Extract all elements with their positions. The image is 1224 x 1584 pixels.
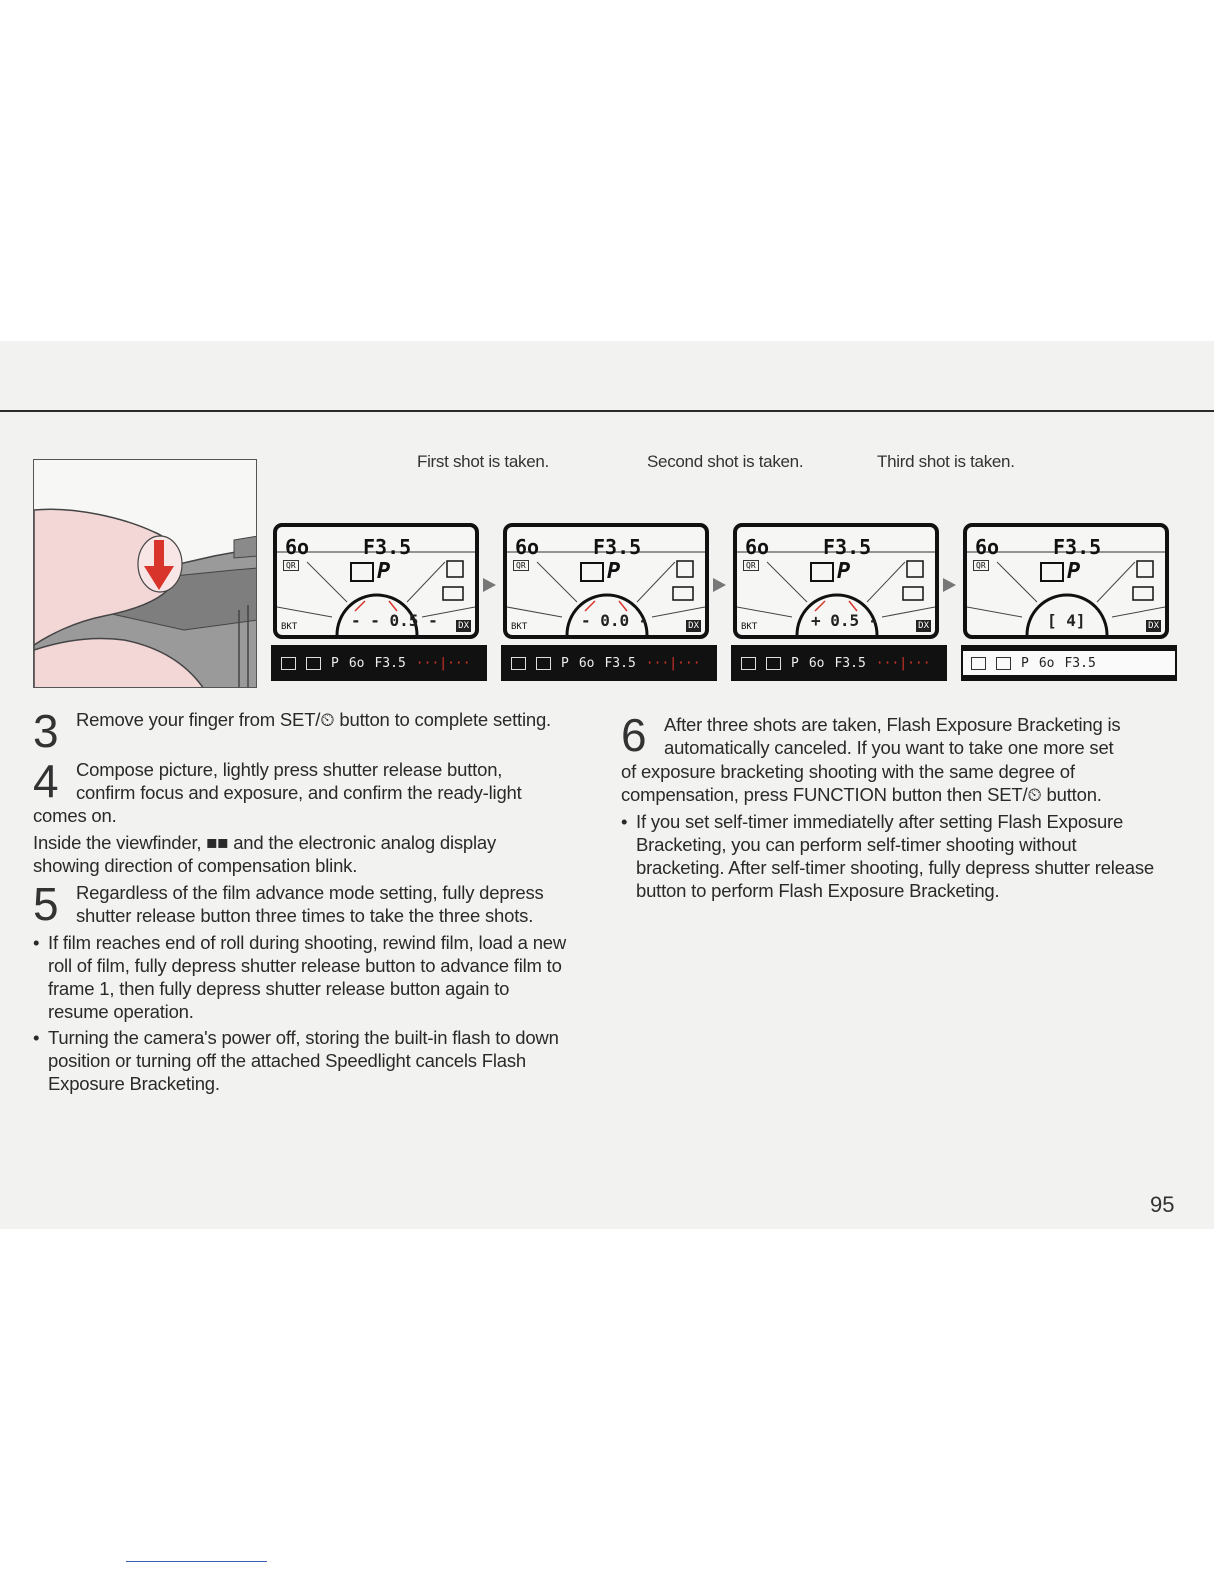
lcd-aperture: F3.5 xyxy=(1053,535,1102,559)
page-number: 95 xyxy=(1150,1192,1175,1217)
lcd-aperture: F3.5 xyxy=(363,535,412,559)
lcd-dx: DX xyxy=(458,621,469,631)
lcd-qr: QR xyxy=(283,560,299,571)
finger-press-illustration xyxy=(33,459,257,688)
lcd-panel-first-shot xyxy=(503,523,709,639)
lcd-shutter: 6o xyxy=(285,535,310,559)
caption-first-shot: First shot is taken. xyxy=(417,452,549,471)
vf-analog-scale-icon: ···|··· xyxy=(415,655,471,671)
bullet-dot-icon: • xyxy=(33,932,40,953)
vf-aperture: F3.5 xyxy=(1064,655,1096,671)
vf-analog-scale-icon: ···|··· xyxy=(645,655,701,671)
arrow-right-icon xyxy=(713,578,726,592)
viewfinder-display-initial xyxy=(271,645,487,681)
step-6-line3: of exposure bracketing shooting with the same degree of xyxy=(621,761,1075,782)
lcd-shutter: 6o xyxy=(515,535,540,559)
finger-press-icon xyxy=(34,460,257,688)
matrix-icon xyxy=(536,657,551,670)
lcd-aperture: F3.5 xyxy=(593,535,642,559)
lcd-dx: DX xyxy=(918,621,929,631)
lcd-shutter: 6o xyxy=(975,535,1000,559)
vf-analog-scale-icon: ···|··· xyxy=(875,655,931,671)
matrix-icon xyxy=(766,657,781,670)
step-4-note-line2: showing direction of compensation blink. xyxy=(33,855,358,876)
lcd-bkt: BKT xyxy=(741,622,758,632)
viewfinder-display-third-shot xyxy=(961,645,1177,681)
lcd-frame-counter: [ 4] xyxy=(1047,611,1086,630)
step-5-bullet-1: • If film reaches end of roll during shooting, rewind film, load a new roll of film, fully depress shutter release button to advance film to frame 1, then fully depress shutter release button again to resume operation. xyxy=(33,932,567,1022)
step-4-line3: comes on. xyxy=(33,805,117,826)
step-5-line2: shutter release button three times to take the three shots. xyxy=(76,905,534,926)
vf-shutter: 6o xyxy=(348,655,365,671)
step-3-text: Remove your finger from SET/⏲ button to complete setting. xyxy=(76,709,551,730)
vf-mode: P xyxy=(561,655,569,671)
lcd-mode: P xyxy=(1067,559,1081,584)
step-4-line1: Compose picture, lightly press shutter release button, xyxy=(76,759,503,780)
step-number-3: 3 xyxy=(33,705,59,757)
metering-icon xyxy=(971,657,986,670)
matrix-icon xyxy=(996,657,1011,670)
lcd-bkt: BKT xyxy=(281,622,298,632)
vf-shutter: 6o xyxy=(808,655,825,671)
step-number-4: 4 xyxy=(33,755,59,807)
lcd-qr: QR xyxy=(743,560,759,571)
step-6-bullet-1: • If you set self-timer immediatelly after setting Flash Exposure Bracketing, you can perform self-timer shooting without bracketing. After self-timer shooting, fully depress shutter release button to perform Flash Exposure Bracketing. xyxy=(621,811,1155,901)
lcd-mode: P xyxy=(377,559,391,584)
metering-icon xyxy=(511,657,526,670)
vf-shutter: 6o xyxy=(578,655,595,671)
step-number-5: 5 xyxy=(33,878,59,930)
header-rule xyxy=(0,410,1214,412)
lcd-qr: QR xyxy=(973,560,989,571)
vf-aperture: F3.5 xyxy=(834,655,866,671)
lcd-panel-third-shot xyxy=(963,523,1169,639)
lcd-compensation: - 0.0 - xyxy=(581,611,649,630)
lcd-compensation: - - 0.5 - xyxy=(351,611,438,630)
lcd-dx: DX xyxy=(1148,621,1159,631)
step-5-line1: Regardless of the film advance mode setting, fully depress xyxy=(76,882,544,903)
metering-icon xyxy=(281,657,296,670)
lcd-mode: P xyxy=(607,559,621,584)
caption-second-shot: Second shot is taken. xyxy=(647,452,804,471)
step-6-line1: After three shots are taken, Flash Exposure Bracketing is xyxy=(664,714,1121,735)
lcd-compensation: + 0.5 - xyxy=(811,611,879,630)
step-4-line2: confirm focus and exposure, and confirm the ready-light xyxy=(76,782,522,803)
lcd-panel-initial xyxy=(273,523,479,639)
lcd-bkt: BKT xyxy=(511,622,528,632)
bullet-dot-icon: • xyxy=(33,1027,40,1048)
lcd-dx: DX xyxy=(688,621,699,631)
lcd-aperture: F3.5 xyxy=(823,535,872,559)
step-5-bullet-2: • Turning the camera's power off, storing the built-in flash to down position or turning off the attached Speedlight cancels Flash Exposure Bracketing. xyxy=(33,1027,559,1094)
step-number-6: 6 xyxy=(621,709,647,761)
arrow-right-icon xyxy=(943,578,956,592)
matrix-icon xyxy=(306,657,321,670)
viewfinder-display-second-shot xyxy=(731,645,947,681)
vf-mode: P xyxy=(331,655,339,671)
arrow-right-icon xyxy=(483,578,496,592)
footer-link-line xyxy=(126,1561,267,1562)
vf-aperture: F3.5 xyxy=(604,655,636,671)
lcd-mode: P xyxy=(837,559,851,584)
lcd-shutter: 6o xyxy=(745,535,770,559)
caption-third-shot: Third shot is taken. xyxy=(877,452,1015,471)
vf-mode: P xyxy=(791,655,799,671)
viewfinder-display-first-shot xyxy=(501,645,717,681)
vf-shutter: 6o xyxy=(1038,655,1055,671)
step-4-note-line1: Inside the viewfinder, ■■ and the electronic analog display xyxy=(33,832,497,853)
lcd-qr: QR xyxy=(513,560,529,571)
vf-mode: P xyxy=(1021,655,1029,671)
metering-icon xyxy=(741,657,756,670)
step-6-line2: automatically canceled. If you want to take one more set xyxy=(664,737,1114,758)
vf-aperture: F3.5 xyxy=(374,655,406,671)
lcd-panel-second-shot xyxy=(733,523,939,639)
step-6-line4: compensation, press FUNCTION button then SET/⏲ button. xyxy=(621,784,1102,805)
bullet-dot-icon: • xyxy=(621,811,628,832)
